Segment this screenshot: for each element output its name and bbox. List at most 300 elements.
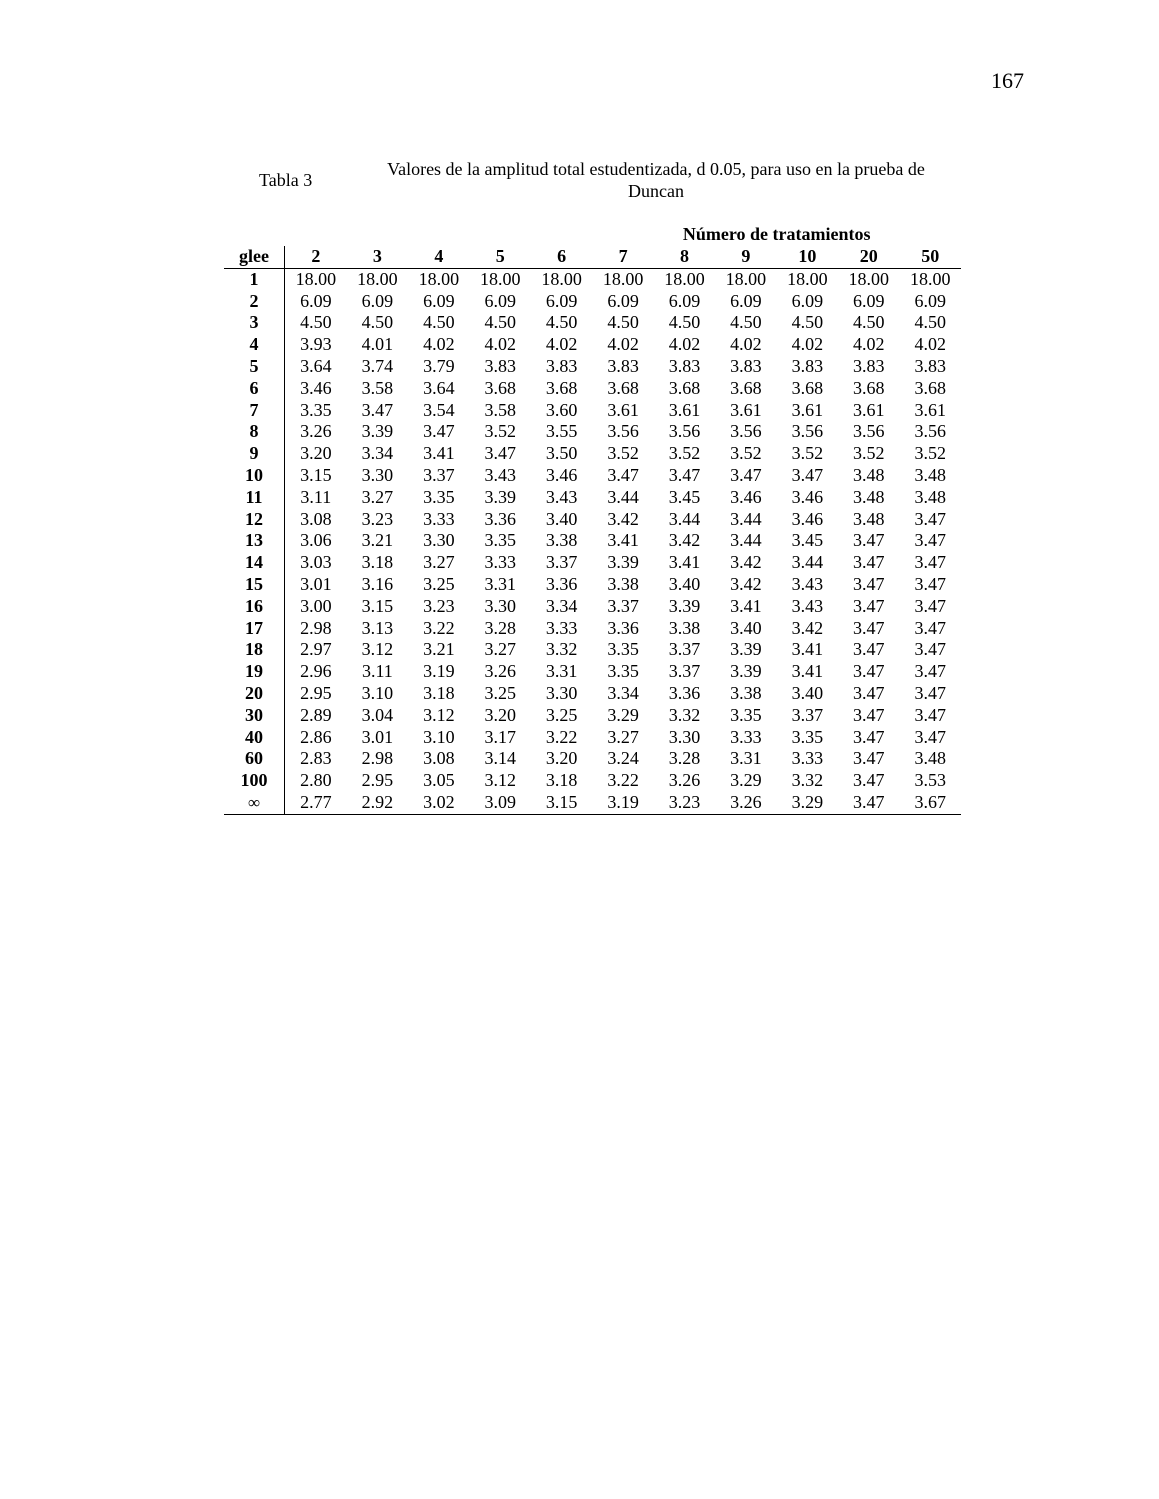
table-row <box>224 421 961 443</box>
table-row <box>224 574 961 596</box>
table-cell: 2.98 <box>361 748 394 769</box>
table-cell: 3.48 <box>853 508 885 529</box>
table-cell: 3.25 <box>484 682 516 703</box>
table-row <box>224 727 961 749</box>
table-cell: 3.31 <box>730 748 762 769</box>
table-cell: 3.47 <box>853 552 885 573</box>
table-cell: 3.08 <box>300 508 332 529</box>
table-cell: 3.27 <box>484 639 516 660</box>
table-cell: 2.80 <box>300 770 332 791</box>
table-cell: 3.33 <box>730 726 762 747</box>
table-cell: 3.83 <box>545 355 578 376</box>
table-cell: 3.41 <box>607 530 639 551</box>
table-cell: 3.20 <box>300 443 332 464</box>
table-cell: 2.83 <box>300 748 332 769</box>
table-cell: 3.20 <box>545 748 578 769</box>
table-cell: 3.47 <box>791 464 824 485</box>
table-cell: 3.68 <box>730 377 762 398</box>
table-cell: 3.35 <box>607 661 639 682</box>
table-cell: 3.31 <box>484 573 516 594</box>
table-cell: 3.47 <box>914 508 946 529</box>
table-cell: 3.15 <box>361 595 394 616</box>
table-cell: 2.95 <box>300 682 332 703</box>
row-label: 17 <box>224 618 285 640</box>
table-cell: 2.96 <box>300 661 332 682</box>
table-cell: 3.03 <box>300 552 332 573</box>
table-row <box>224 400 961 422</box>
table-cell: 3.67 <box>899 792 961 814</box>
table-cell: 3.27 <box>361 486 394 507</box>
group-header: Número de tratamientos <box>682 224 871 244</box>
table-cell: 3.56 <box>914 421 946 442</box>
table-cell: 4.02 <box>791 334 824 355</box>
table-cell: 3.30 <box>484 595 516 616</box>
row-label: 14 <box>224 552 285 574</box>
table-cell: 3.38 <box>545 530 578 551</box>
table-cell: 6.09 <box>484 290 516 311</box>
table-cell: 3.41 <box>791 639 824 660</box>
table-cell: 18.00 <box>664 268 705 289</box>
table-cell: 3.47 <box>484 443 516 464</box>
table-cell: 3.47 <box>853 530 885 551</box>
row-label: 100 <box>224 770 285 792</box>
table-cell: 3.39 <box>484 486 516 507</box>
table-cell: 3.43 <box>791 595 824 616</box>
table-cell: 3.20 <box>484 704 516 725</box>
row-label: 3 <box>224 312 285 334</box>
table-cell: 4.02 <box>545 334 578 355</box>
table-cell: 3.04 <box>361 704 394 725</box>
table-cell: 3.79 <box>423 355 455 376</box>
table-cell: 2.97 <box>300 639 332 660</box>
table-cell: 3.39 <box>361 421 394 442</box>
table-cell: 3.38 <box>730 682 762 703</box>
table-cell: 3.58 <box>484 399 516 420</box>
table-cell: 3.47 <box>730 464 762 485</box>
table-cell: 3.83 <box>730 355 762 376</box>
table-cell: 3.34 <box>607 682 639 703</box>
table-cell: 3.15 <box>300 464 332 485</box>
table-cell: 3.47 <box>914 661 946 682</box>
row-label: 12 <box>224 509 285 531</box>
table-cell: 3.48 <box>914 464 946 485</box>
table-cell: 3.44 <box>791 552 824 573</box>
table-body <box>224 268 961 814</box>
table-cell: 2.86 <box>300 726 332 747</box>
table-cell: 3.19 <box>423 661 455 682</box>
table-cell: 3.42 <box>730 552 762 573</box>
row-label: 60 <box>224 748 285 770</box>
table-cell: 3.28 <box>668 748 701 769</box>
table-cell: 3.52 <box>607 443 639 464</box>
table-cell: 3.48 <box>914 748 946 769</box>
group-header-row <box>224 222 961 246</box>
table-cell: 18.00 <box>541 268 582 289</box>
table-cell: 3.47 <box>914 530 946 551</box>
table-row <box>224 596 961 618</box>
table-cell: 4.50 <box>607 312 639 333</box>
table-cell: 3.48 <box>853 464 885 485</box>
table-cell: 3.44 <box>607 486 639 507</box>
table-cell: 3.93 <box>300 334 332 355</box>
table-cell: 3.68 <box>791 377 824 398</box>
table-cell: 3.32 <box>791 770 824 791</box>
table-cell: 3.61 <box>730 399 762 420</box>
table-cell: 3.47 <box>914 595 946 616</box>
table-cell: 3.61 <box>668 399 701 420</box>
table-cell: 3.33 <box>423 508 455 529</box>
table-cell: 3.61 <box>791 399 824 420</box>
column-header: 4 <box>408 246 469 268</box>
table-cell: 3.68 <box>545 377 578 398</box>
table-cell: 3.22 <box>423 617 455 638</box>
table-cell: 3.58 <box>361 377 394 398</box>
column-header: 10 <box>777 246 838 268</box>
table-cell: 6.09 <box>668 290 701 311</box>
table-cell: 3.36 <box>545 573 578 594</box>
table-cell: 3.47 <box>914 726 946 747</box>
table-cell: 3.31 <box>545 661 578 682</box>
table-cell: 3.47 <box>914 573 946 594</box>
table-row <box>224 748 961 770</box>
table-cell: 3.46 <box>791 486 824 507</box>
table-cell: 3.17 <box>484 726 516 747</box>
row-label: ∞ <box>224 792 285 814</box>
column-header: 9 <box>715 246 776 268</box>
row-label: 5 <box>224 356 285 378</box>
table-row <box>224 770 961 792</box>
table-cell: 3.40 <box>791 682 824 703</box>
table-cell: 3.83 <box>914 355 946 376</box>
table-cell: 3.83 <box>484 355 516 376</box>
table-cell: 3.19 <box>592 792 653 814</box>
column-header: 2 <box>285 246 347 268</box>
row-label: 7 <box>224 400 285 422</box>
table-cell: 3.68 <box>484 377 516 398</box>
table-cell: 18.00 <box>295 268 337 289</box>
table-cell: 3.64 <box>423 377 455 398</box>
table-cell: 3.26 <box>715 792 776 814</box>
table-cell: 3.48 <box>914 486 946 507</box>
table-cell: 3.11 <box>361 661 393 682</box>
table-cell: 3.68 <box>668 377 701 398</box>
table-cell: 6.09 <box>914 290 946 311</box>
table-cell: 3.33 <box>484 552 516 573</box>
table-row <box>224 291 961 313</box>
table-cell: 3.29 <box>607 704 639 725</box>
table-cell: 3.12 <box>423 704 455 725</box>
table-cell: 3.52 <box>730 443 762 464</box>
row-label: 2 <box>224 291 285 313</box>
table-cell: 6.09 <box>607 290 639 311</box>
table-cell: 4.50 <box>545 312 578 333</box>
table-cell: 3.47 <box>853 639 885 660</box>
table-cell: 3.26 <box>300 421 332 442</box>
table-cell: 3.43 <box>791 573 824 594</box>
row-label: 4 <box>224 334 285 356</box>
table-cell: 3.12 <box>361 639 394 660</box>
table-cell: 3.53 <box>914 770 946 791</box>
table-cell: 3.39 <box>730 661 762 682</box>
table-row <box>224 792 961 814</box>
table-row <box>224 312 961 334</box>
table-cell: 4.02 <box>914 334 946 355</box>
table-cell: 3.13 <box>361 617 394 638</box>
column-header: 8 <box>654 246 715 268</box>
table-row <box>224 683 961 705</box>
table-cell: 3.12 <box>484 770 516 791</box>
group-header-spacer <box>224 222 592 246</box>
page-number: 167 <box>991 68 1024 93</box>
row-label: 15 <box>224 574 285 596</box>
table-label: Tabla 3 <box>259 170 313 190</box>
table-cell: 3.74 <box>361 355 394 376</box>
table-cell: 3.30 <box>545 682 578 703</box>
table-cell: 3.47 <box>853 726 885 747</box>
row-label: 19 <box>224 661 285 683</box>
duncan-table <box>224 222 961 815</box>
column-header: 3 <box>347 246 408 268</box>
table-cell: 6.09 <box>423 290 455 311</box>
table-cell: 3.37 <box>791 704 824 725</box>
table-row <box>224 487 961 509</box>
table-cell: 3.52 <box>853 443 885 464</box>
table-cell: 6.09 <box>545 290 578 311</box>
table-cell: 3.10 <box>361 682 394 703</box>
table-cell: 3.29 <box>730 770 762 791</box>
row-label: 10 <box>224 465 285 487</box>
row-label: 18 <box>224 639 285 661</box>
table-cell: 3.08 <box>423 748 455 769</box>
table-cell: 4.50 <box>300 312 332 333</box>
table-cell: 4.50 <box>423 312 455 333</box>
table-cell: 3.47 <box>914 552 946 573</box>
table-cell: 3.39 <box>730 639 762 660</box>
table-cell: 3.46 <box>545 464 578 485</box>
table-cell: 3.36 <box>668 682 701 703</box>
table-cell: 3.42 <box>730 573 762 594</box>
table-cell: 3.36 <box>484 508 516 529</box>
table-cell: 3.30 <box>423 530 455 551</box>
column-header: 7 <box>592 246 653 268</box>
table-cell: 3.68 <box>607 377 639 398</box>
table-cell: 3.83 <box>668 355 701 376</box>
table-cell: 3.39 <box>607 552 639 573</box>
table-cell: 18.00 <box>357 268 398 289</box>
table-cell: 3.47 <box>853 770 885 791</box>
table-cell: 3.10 <box>423 726 455 747</box>
table-cell: 3.47 <box>853 748 885 769</box>
row-label: 16 <box>224 596 285 618</box>
table-cell: 3.64 <box>300 355 332 376</box>
column-header: 5 <box>470 246 531 268</box>
table-row <box>224 268 961 290</box>
table-cell: 3.16 <box>361 573 394 594</box>
table-cell: 3.23 <box>654 792 715 814</box>
table-row <box>224 618 961 640</box>
column-header: 50 <box>899 246 961 268</box>
table-cell: 3.21 <box>423 639 455 660</box>
table-cell: 3.47 <box>914 682 946 703</box>
table-cell: 3.24 <box>607 748 639 769</box>
table-cell: 3.39 <box>668 595 701 616</box>
table-cell: 3.47 <box>838 792 899 814</box>
table-cell: 3.47 <box>361 399 394 420</box>
row-label: 13 <box>224 530 285 552</box>
table-cell: 3.34 <box>361 443 394 464</box>
row-label: 40 <box>224 727 285 749</box>
table-cell: 3.00 <box>300 595 332 616</box>
table-cell: 3.61 <box>853 399 885 420</box>
table-cell: 4.02 <box>853 334 885 355</box>
table-cell: 3.44 <box>730 508 762 529</box>
table-cell: 3.52 <box>914 443 946 464</box>
table-cell: 4.50 <box>361 312 394 333</box>
table-cell: 3.25 <box>545 704 578 725</box>
table-cell: 18.00 <box>418 268 460 289</box>
table-cell: 3.33 <box>791 748 824 769</box>
table-row <box>224 530 961 552</box>
table-cell: 6.09 <box>853 290 885 311</box>
table-cell: 18.00 <box>787 268 828 289</box>
table-cell: 3.44 <box>730 530 762 551</box>
table-cell: 3.47 <box>607 464 639 485</box>
table-cell: 3.28 <box>484 617 516 638</box>
table-cell: 3.83 <box>791 355 824 376</box>
table-cell: 3.68 <box>914 377 946 398</box>
table-cell: 18.00 <box>725 268 767 289</box>
table-cell: 3.30 <box>668 726 701 747</box>
table-cell: 3.37 <box>423 464 455 485</box>
table-cell: 3.43 <box>545 486 578 507</box>
table-cell: 3.83 <box>853 355 885 376</box>
table-cell: 3.18 <box>423 682 455 703</box>
table-cell: 3.21 <box>361 530 394 551</box>
table-cell: 2.92 <box>347 792 408 814</box>
table-cell: 3.02 <box>408 792 469 814</box>
table-cell: 3.46 <box>791 508 824 529</box>
table-cell: 3.37 <box>668 661 701 682</box>
table-cell: 3.56 <box>791 421 824 442</box>
table-cell: 6.09 <box>730 290 762 311</box>
table-cell: 4.02 <box>668 334 701 355</box>
row-label: 8 <box>224 421 285 443</box>
table-cell: 3.01 <box>361 726 394 747</box>
table-cell: 3.40 <box>730 617 762 638</box>
column-header: 20 <box>838 246 899 268</box>
table-cell: 3.47 <box>914 639 946 660</box>
table-cell: 3.11 <box>300 486 332 507</box>
table-cell: 3.35 <box>300 399 332 420</box>
table-cell: 3.35 <box>607 639 639 660</box>
table-cell: 4.01 <box>361 334 394 355</box>
table-cell: 2.95 <box>361 770 394 791</box>
table-cell: 3.47 <box>853 573 885 594</box>
table-cell: 2.98 <box>300 617 332 638</box>
table-cell: 4.50 <box>914 312 946 333</box>
table-cell: 3.18 <box>361 552 394 573</box>
table-cell: 2.89 <box>300 704 332 725</box>
row-label: 20 <box>224 683 285 705</box>
table-cell: 18.00 <box>479 268 521 289</box>
table-cell: 4.50 <box>668 312 701 333</box>
table-cell: 3.38 <box>668 617 701 638</box>
table-cell: 4.02 <box>607 334 639 355</box>
table-cell: 3.40 <box>545 508 578 529</box>
table-cell: 4.50 <box>791 312 824 333</box>
table-cell: 3.47 <box>853 617 885 638</box>
table-cell: 18.00 <box>602 268 644 289</box>
table-cell: 3.42 <box>607 508 639 529</box>
table-cell: 18.00 <box>909 268 951 289</box>
table-row <box>224 639 961 661</box>
row-label: 11 <box>224 487 285 509</box>
table-row <box>224 509 961 531</box>
table-cell: 3.50 <box>545 443 578 464</box>
table-cell: 3.15 <box>531 792 592 814</box>
table-cell: 3.61 <box>607 399 639 420</box>
table-cell: 3.35 <box>423 486 455 507</box>
table-row <box>224 378 961 400</box>
table-cell: 3.05 <box>423 770 455 791</box>
table-cell: 3.56 <box>668 421 701 442</box>
table-cell: 3.52 <box>791 443 824 464</box>
table-cell: 3.48 <box>853 486 885 507</box>
table-cell: 3.56 <box>607 421 639 442</box>
table-cell: 3.47 <box>914 617 946 638</box>
table-cell: 3.22 <box>607 770 639 791</box>
table-cell: 3.36 <box>607 617 639 638</box>
table-cell: 4.50 <box>853 312 885 333</box>
table-cell: 3.35 <box>484 530 516 551</box>
table-cell: 3.01 <box>300 573 332 594</box>
table-cell: 3.27 <box>607 726 639 747</box>
table-cell: 3.60 <box>545 399 578 420</box>
table-title: Valores de la amplitud total estudentizada, d 0.05, para uso en la prueba de Duncan <box>387 159 925 201</box>
table-cell: 3.41 <box>423 443 455 464</box>
table-cell: 6.09 <box>361 290 394 311</box>
table-cell: 3.32 <box>545 639 578 660</box>
column-header: 6 <box>531 246 592 268</box>
table-cell: 4.02 <box>730 334 762 355</box>
table-row <box>224 443 961 465</box>
table-cell: 3.42 <box>668 530 701 551</box>
table-cell: 4.02 <box>484 334 516 355</box>
table-cell: 3.42 <box>791 617 824 638</box>
table-cell: 3.37 <box>607 595 639 616</box>
table-row <box>224 465 961 487</box>
table-cell: 2.77 <box>285 792 347 814</box>
table-cell: 4.50 <box>730 312 762 333</box>
table-cell: 3.38 <box>607 573 639 594</box>
table-cell: 3.47 <box>423 421 455 442</box>
table-row <box>224 356 961 378</box>
table-cell: 3.35 <box>730 704 762 725</box>
table-cell: 3.52 <box>484 421 516 442</box>
table-row <box>224 334 961 356</box>
table-cell: 3.47 <box>914 704 946 725</box>
table-cell: 3.47 <box>853 682 885 703</box>
table-cell: 18.00 <box>848 268 890 289</box>
table-cell: 3.34 <box>545 595 578 616</box>
table-cell: 3.26 <box>484 661 516 682</box>
table-cell: 3.41 <box>668 552 701 573</box>
table-cell: 3.47 <box>853 661 885 682</box>
table-cell: 3.46 <box>730 486 762 507</box>
table-cell: 3.56 <box>853 421 885 442</box>
table-cell: 3.37 <box>545 552 578 573</box>
column-header-row <box>224 246 961 268</box>
